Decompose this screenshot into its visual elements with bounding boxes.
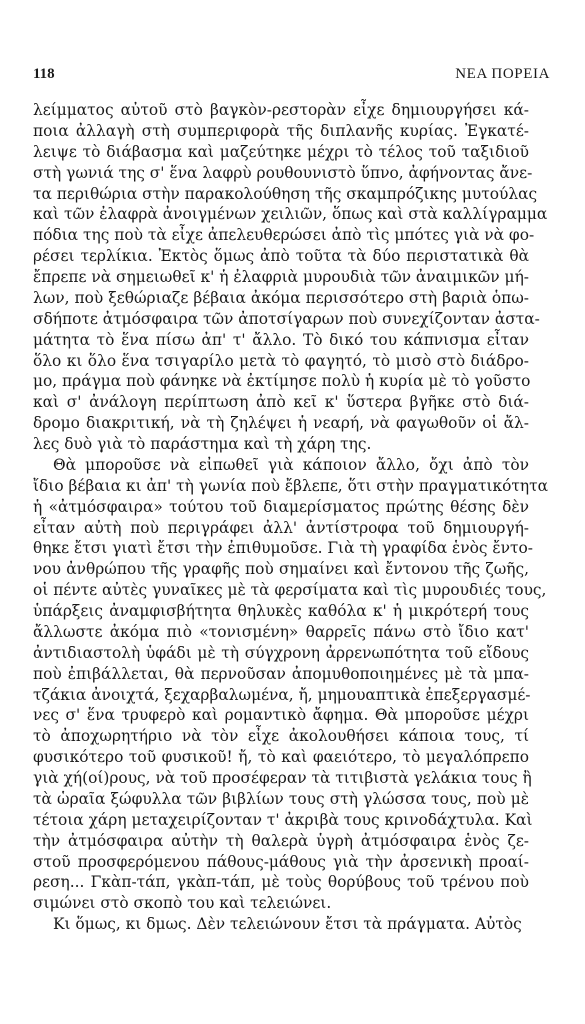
- page-number: 118: [33, 66, 55, 82]
- text-line: στοῦ προσφερόμενου πάθους-μάθους γιὰ τὴν ἀρσενικὴ προαί-: [33, 852, 529, 871]
- text-line: τα περιθώρια στὴν παρακολούθηση τῆς σκαμπρόζικης μυτούλας: [33, 184, 538, 203]
- text-line: εἶταν αὐτὴ ποὺ περιγράφει ἀλλ' ἀντίστροφα τοῦ δημιουργή-: [33, 518, 529, 537]
- text-line: λες δυὸ γιὰ τὸ παράστημα καὶ τὴ χάρη της.: [33, 435, 372, 453]
- text-line: σιμώνει στὸ σκοπὸ του καὶ τελειώνει.: [33, 894, 332, 913]
- text-line: Θὰ μποροῦσε νὰ εἰπωθεῖ γιὰ κάποιον ἄλλο, ὄχι ἀπὸ τὸν: [53, 455, 529, 474]
- text-line: λείμματος αὐτοῦ στὸ βαγκὸν-ρεστορὰν εἶχε δημιουργήσει κά-: [33, 101, 529, 119]
- text-line: τὰ ὡραῖα ξώφυλλα τῶν βιβλίων τους στὴ γλώσσα τους, ποὺ μὲ: [33, 789, 529, 808]
- text-line: ἄλλωστε ἀκόμα πιὸ «τονισμένη» θαρρεῖς πάνω στὸ ἴδιο κατ': [33, 622, 529, 641]
- body-text: [33, 100, 549, 935]
- text-line: φυσικότερο τοῦ φυσικοῦ! ἤ, τὸ καὶ φαειότερο, τὸ μεγαλόπρεπο: [33, 748, 529, 767]
- text-line: ἴδιο βέβαια κι ἀπ' τὴ γωνία ποὺ ἔβλεπε, ὅτι στὴν πραγματικότητα: [33, 476, 549, 495]
- text-line: πόδια της ποὺ τὰ εἶχε ἀπελευθερώσει ἀπὸ τὶς μπότες γιὰ νὰ φο-: [33, 226, 535, 245]
- text-line: στὴ γωνιά της σ' ἕνα λαφρὺ ρουθουνιστὸ ὕπνο, ἀφήνοντας ἄνε-: [33, 163, 533, 182]
- text-line: καὶ τῶν ἐλαφρὰ ἀνοιγμένων χειλιῶν, ὅπως καὶ στὰ καλλίγραμμα: [33, 205, 548, 224]
- text-line: ἡ «ἀτμόσφαιρα» τούτου τοῦ διαμερίσματος πρώτης θέσης δὲν: [33, 497, 529, 516]
- text-line: ὑπάρξεις ἀναμφισβήτητα θηλυκὲς καθόλα κ' ἡ μικρότερή τους: [33, 602, 529, 620]
- paragraph: [33, 455, 549, 914]
- text-line: μο, πράγμα ποὺ φάνηκε νὰ ἐκτίμησε πολὺ ἡ κυρία μὲ τὸ γοῦστο: [33, 372, 531, 391]
- text-line: οἱ πέντε αὐτὲς γυναῖκες μὲ τὰ φερσίματα καὶ τὶς μυρουδιές τους,: [33, 581, 547, 600]
- text-line: μάτητα τὸ ἕνα πίσω ἀπ' τ' ἄλλο. Τὸ δικό του κάπνισμα εἶταν: [33, 330, 529, 349]
- text-line: τὸ ἀποχωρητήριο νὰ τὸν εἶχε ἀκολουθήσει κάποια τους, τί: [33, 727, 529, 746]
- text-line: λων, ποὺ ξεθώριαζε βέβαια ἀκόμα περισσότερο στὴ βαριὰ ὁπω-: [33, 288, 529, 307]
- text-line: ρέσει τερλίκια. Ἐκτὸς ὅμως ἀπὸ τοῦτα τὰ δύο περιστατικὰ θὰ: [33, 247, 529, 266]
- text-line: λειψε τὸ διάβασμα καὶ μαζεύτηκε μέχρι τὸ τέλος τοῦ ταξιδιοῦ: [33, 142, 529, 161]
- text-line: δρομο διακριτική, νὰ τὴ ζηλέψει ἡ νεαρή, νὰ φαγωθοῦν οἱ ἄλ-: [33, 414, 529, 433]
- text-line: ὅλο κι ὅλο ἕνα τσιγαρίλο μετὰ τὸ φαγητό, τὸ μισὸ στὸ διάδρο-: [33, 351, 529, 370]
- text-line: καὶ σ' ἀνάλογη περίπτωση ἀπὸ κεῖ κ' ὕστερα βγῆκε στὸ διά-: [33, 393, 529, 412]
- running-title: ΝΕΑ ΠΟΡΕΙΑ: [455, 66, 550, 82]
- text-line: θηκε ἔτσι γιατὶ ἔτσι τὴν ἐπιθυμοῦσε. Γιὰ τὴ γραφίδα ἑνὸς ἔντο-: [33, 539, 533, 558]
- text-line: ἀντιδιαστολὴ ὑφάδι μὲ τὴ σύγχρονη ἀρρενωπότητα τοῦ εἴδους: [33, 643, 529, 662]
- text-line: ποὺ ἐπιβάλλεται, θὰ περνοῦσαν ἀπομυθοποιημένες μὲ τὰ μπα-: [33, 664, 529, 683]
- text-line: ποια ἀλλαγὴ στὴ συμπεριφορὰ τῆς διπλανῆς κυρίας. Ἐγκατέ-: [33, 121, 529, 140]
- text-line: γιὰ χή(οί)ρους, νὰ τοῦ προσέφεραν τὰ τιτιβιστὰ γελάκια τους ἢ: [33, 769, 532, 787]
- page-header: [33, 66, 550, 90]
- text-line: τζάκια ἀνοιχτά, ξεχαρβαλωμένα, ἤ, μημουαπτικὰ ἐπεξεργασμέ-: [33, 685, 531, 704]
- paragraph: [33, 100, 548, 455]
- text-line: νου ἀνθρώπου τῆς γραφῆς ποὺ σημαίνει καὶ ἔντονου τῆς ζωῆς,: [33, 560, 529, 579]
- text-line: νες σ' ἕνα τρυφερὸ καὶ ρομαντικὸ ἄφημα. Θὰ μποροῦσε μέχρι: [33, 706, 529, 725]
- text-line: τὴν ἀτμόσφαιρα αὐτὴν τὴ θαλερὰ ὑγρὴ ἀτμόσφαιρα ἑνὸς ζε-: [33, 831, 529, 850]
- text-line: τέτοια χάρη μεταχειρίζονταν τ' ἀκριβὰ τους κρινοδάχτυλα. Καὶ: [33, 810, 533, 829]
- text-line: ρεση... Γκὰπ-τάπ, γκὰπ-τάπ, μὲ τοὺς θορύβους τοῦ τρένου ποὺ: [33, 873, 529, 892]
- text-line: Κι ὅμως, κι δμως. Δὲν τελειώνουν ἔτσι τὰ πράγματα. Αὐτὸς: [53, 915, 522, 934]
- text-line: ἔπρεπε νὰ σημειωθεῖ κ' ἡ ἐλαφριὰ μυρουδιὰ τῶν ἀναιμικῶν μή-: [33, 268, 529, 286]
- paragraph: [33, 914, 529, 935]
- text-line: σδήποτε ἀτμόσφαιρα τῶν ἀποτσίγαρων ποὺ συνεχίζονταν ἀστα-: [33, 309, 540, 328]
